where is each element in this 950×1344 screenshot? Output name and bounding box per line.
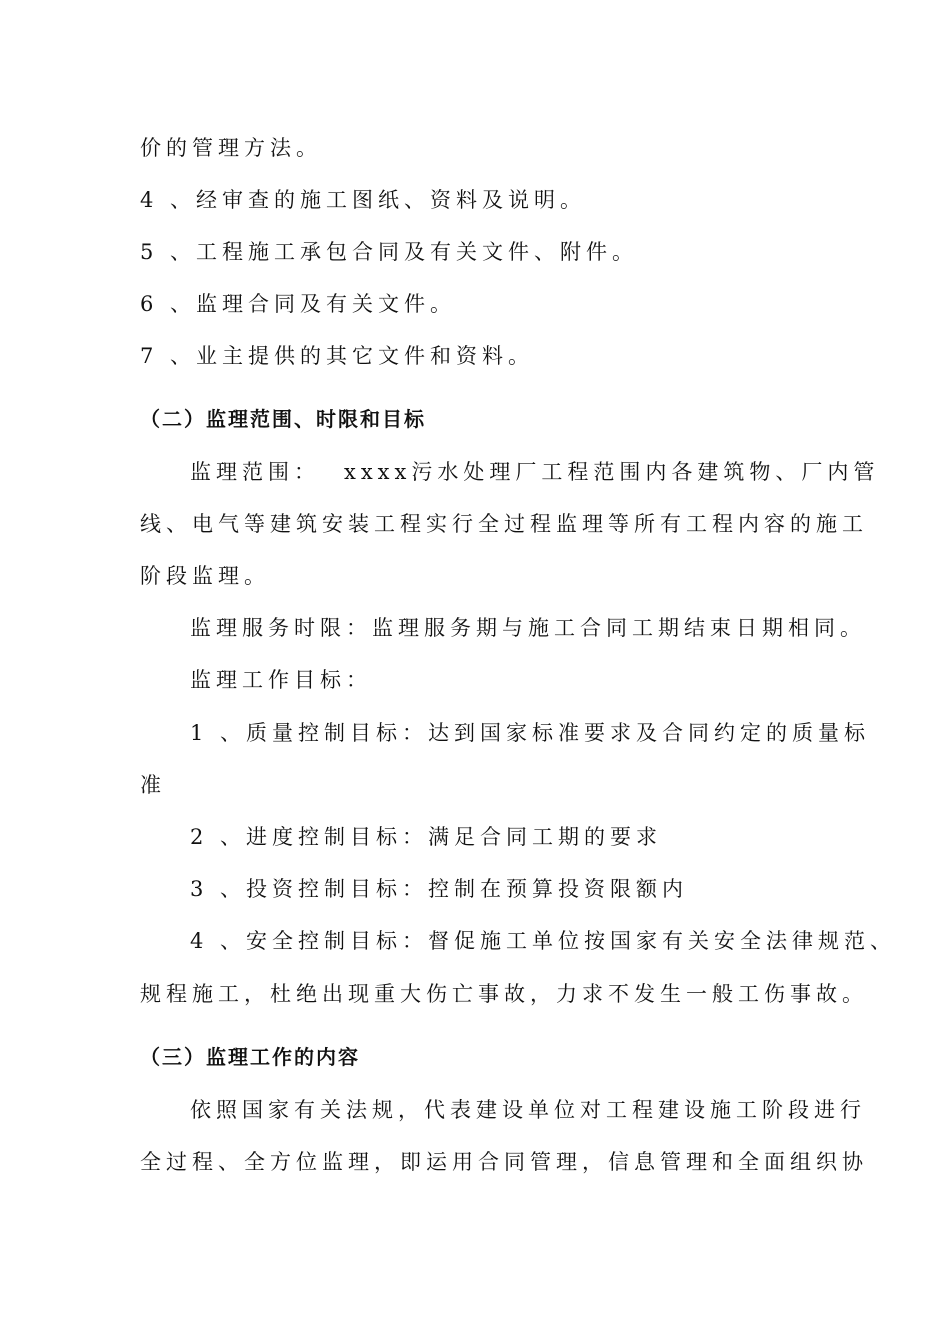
scope-text: xxxx污水处理厂工程范围内各建筑物、厂内管 (344, 460, 880, 484)
section-heading: （二）监理范围、时限和目标 (140, 407, 426, 431)
goal-item: 1 、质量控制目标：达到国家标准要求及合同约定的质量标 (190, 721, 871, 745)
goals-label: 监理工作目标： (190, 668, 372, 692)
goal-item: 2 、进度控制目标：满足合同工期的要求 (190, 825, 663, 849)
service-period: 监理服务时限：监理服务期与施工合同工期结束日期相同。 (190, 616, 866, 640)
paragraph-line: 全过程、全方位监理，即运用合同管理，信息管理和全面组织协 (140, 1150, 868, 1174)
list-item: 4 、经审查的施工图纸、资料及说明。 (140, 188, 587, 212)
text-line: 价的管理方法。 (140, 136, 322, 160)
goal-item-continuation: 规程施工，杜绝出现重大伤亡事故，力求不发生一般工伤事故。 (140, 982, 868, 1006)
section-heading: （三）监理工作的内容 (140, 1045, 360, 1069)
scope-line: 线、电气等建筑安装工程实行全过程监理等所有工程内容的施工 (140, 512, 868, 536)
scope-line (190, 457, 880, 487)
list-item: 5 、工程施工承包合同及有关文件、附件。 (140, 240, 639, 264)
paragraph-line: 依照国家有关法规，代表建设单位对工程建设施工阶段进行 (190, 1098, 866, 1122)
goal-item-continuation: 准 (140, 773, 166, 797)
goal-item: 4 、安全控制目标：督促施工单位按国家有关安全法律规范、 (190, 929, 897, 953)
list-item: 6 、监理合同及有关文件。 (140, 292, 457, 316)
list-item: 7 、业主提供的其它文件和资料。 (140, 344, 535, 368)
goal-item: 3 、投资控制目标：控制在预算投资限额内 (190, 877, 689, 901)
scope-label: 监理范围： (190, 460, 320, 484)
scope-line: 阶段监理。 (140, 564, 270, 588)
